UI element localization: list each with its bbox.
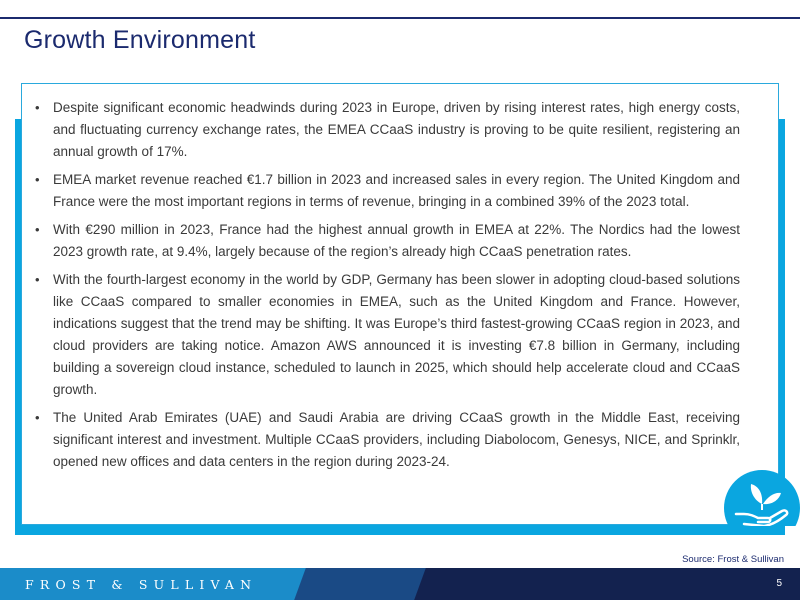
bullet-item <box>32 169 740 213</box>
bullet-marker: • <box>35 100 40 115</box>
page-title: Growth Environment <box>24 26 256 54</box>
brand-wordmark: FROST & SULLIVAN <box>25 577 258 592</box>
bullet-item <box>32 97 740 163</box>
footer-bar <box>0 568 800 600</box>
bullet-item <box>32 407 740 473</box>
bullet-marker: • <box>35 172 40 187</box>
bullet-text: With €290 million in 2023, France had the highest annual growth in EMEA at 22%. The Nordics had the lowest 2023 growth rate, at 9.4%, largely because of the region’s already high CCaaS penetration rates. <box>53 222 740 259</box>
bullet-text: The United Arab Emirates (UAE) and Saudi Arabia are driving CCaaS growth in the Middle East, receiving significant interest and investment. Multiple CCaaS providers, including Diabolocom, Genesys, NICE, and Sprinklr, opened new offices and data centers in the region during 2023-24. <box>53 410 740 469</box>
bullet-text: With the fourth-largest economy in the world by GDP, Germany has been slower in adopting cloud-based solutions like CCaaS compared to smaller economies in EMEA, such as the United Kingdom and France. However, indications suggest that the trend may be shifting. It was Europe’s third fastest-growing CCaaS region in 2023, and cloud providers are taking notice. Amazon AWS announced it is investing €7.8 billion in Germany, including building a sovereign cloud instance, scheduled to launch in 2025, which should help accelerate cloud and CCaaS growth. <box>53 272 740 397</box>
page-number: 5 <box>776 578 782 589</box>
header-rule <box>0 17 800 19</box>
bullet-text: Despite significant economic headwinds during 2023 in Europe, driven by rising interest rates, high energy costs, and fluctuating currency exchange rates, the EMEA CCaaS industry is proving to be quite resilient, registering an annual growth of 17%. <box>53 100 740 159</box>
bullet-text: EMEA market revenue reached €1.7 billion in 2023 and increased sales in every region. The United Kingdom and France were the most important regions in terms of revenue, bringing in a combined 39% of the 2023 total. <box>53 172 740 209</box>
bullet-list <box>32 97 740 479</box>
footer-mid-band <box>294 568 426 600</box>
bullet-marker: • <box>35 272 40 287</box>
plant-in-hand-icon <box>724 470 800 526</box>
bullet-marker: • <box>35 222 40 237</box>
bullet-item <box>32 219 740 263</box>
bullet-item <box>32 269 740 401</box>
source-note: Source: Frost & Sullivan <box>682 554 784 565</box>
bullet-marker: • <box>35 410 40 425</box>
